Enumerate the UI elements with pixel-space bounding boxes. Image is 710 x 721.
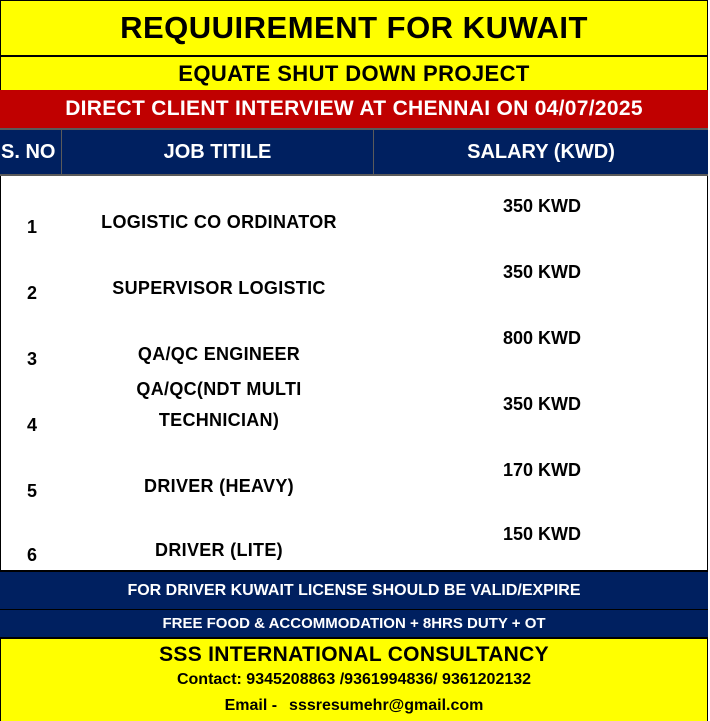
row-salary: 800 KWD xyxy=(502,328,582,348)
header-serial-number: S. NO xyxy=(0,130,62,174)
driver-license-note: FOR DRIVER KUWAIT LICENSE SHOULD BE VALID/EXPIRE xyxy=(0,570,708,609)
header-job-title: JOB TITILE xyxy=(62,130,374,174)
interview-banner: DIRECT CLIENT INTERVIEW AT CHENNAI ON 04/07/2025 xyxy=(0,90,708,128)
row-number: 5 xyxy=(26,481,37,501)
contact-numbers: Contact: 9345208863 /9361994836/ 9361202132 xyxy=(176,671,532,688)
row-number: 4 xyxy=(26,415,37,435)
table-row xyxy=(1,242,707,308)
row-job-title: QA/QC ENGINEER xyxy=(137,344,301,364)
table-row xyxy=(1,176,707,242)
project-subtitle: EQUATE SHUT DOWN PROJECT xyxy=(0,57,708,90)
benefits-note: FREE FOOD & ACCOMMODATION + 8HRS DUTY + OT xyxy=(0,609,708,639)
row-number: 6 xyxy=(26,545,37,565)
table-row xyxy=(1,374,707,440)
header-salary: SALARY (KWD) xyxy=(467,140,615,163)
email-label: Email - xyxy=(224,697,278,714)
poster-title: REQUUIREMENT FOR KUWAIT xyxy=(0,0,708,57)
row-salary: 350 KWD xyxy=(502,262,582,282)
email-line xyxy=(1,697,707,715)
row-salary: 150 KWD xyxy=(502,524,582,544)
row-salary: 350 KWD xyxy=(502,394,582,414)
company-name: SSS INTERNATIONAL CONSULTANCY xyxy=(159,643,549,666)
email-address[interactable]: sssresumehr@gmail.com xyxy=(289,697,484,714)
footer xyxy=(0,639,708,721)
row-job-title-line1: QA/QC(NDT MULTI xyxy=(136,379,302,399)
row-salary: 350 KWD xyxy=(502,196,582,216)
row-job-title xyxy=(63,374,375,436)
job-table xyxy=(0,176,708,570)
row-job-title: DRIVER (HEAVY) xyxy=(144,476,294,496)
row-number: 2 xyxy=(26,283,37,303)
table-row xyxy=(1,504,707,570)
table-header xyxy=(0,128,708,176)
row-job-title: SUPERVISOR LOGISTIC xyxy=(112,278,326,298)
row-number: 3 xyxy=(26,349,37,369)
table-row xyxy=(1,308,707,374)
row-job-title: LOGISTIC CO ORDINATOR xyxy=(101,212,337,232)
row-job-title-line2: TECHNICIAN) xyxy=(158,410,280,430)
row-salary: 170 KWD xyxy=(502,460,582,480)
row-job-title: DRIVER (LITE) xyxy=(155,540,283,560)
row-number: 1 xyxy=(26,217,37,237)
table-row xyxy=(1,440,707,506)
